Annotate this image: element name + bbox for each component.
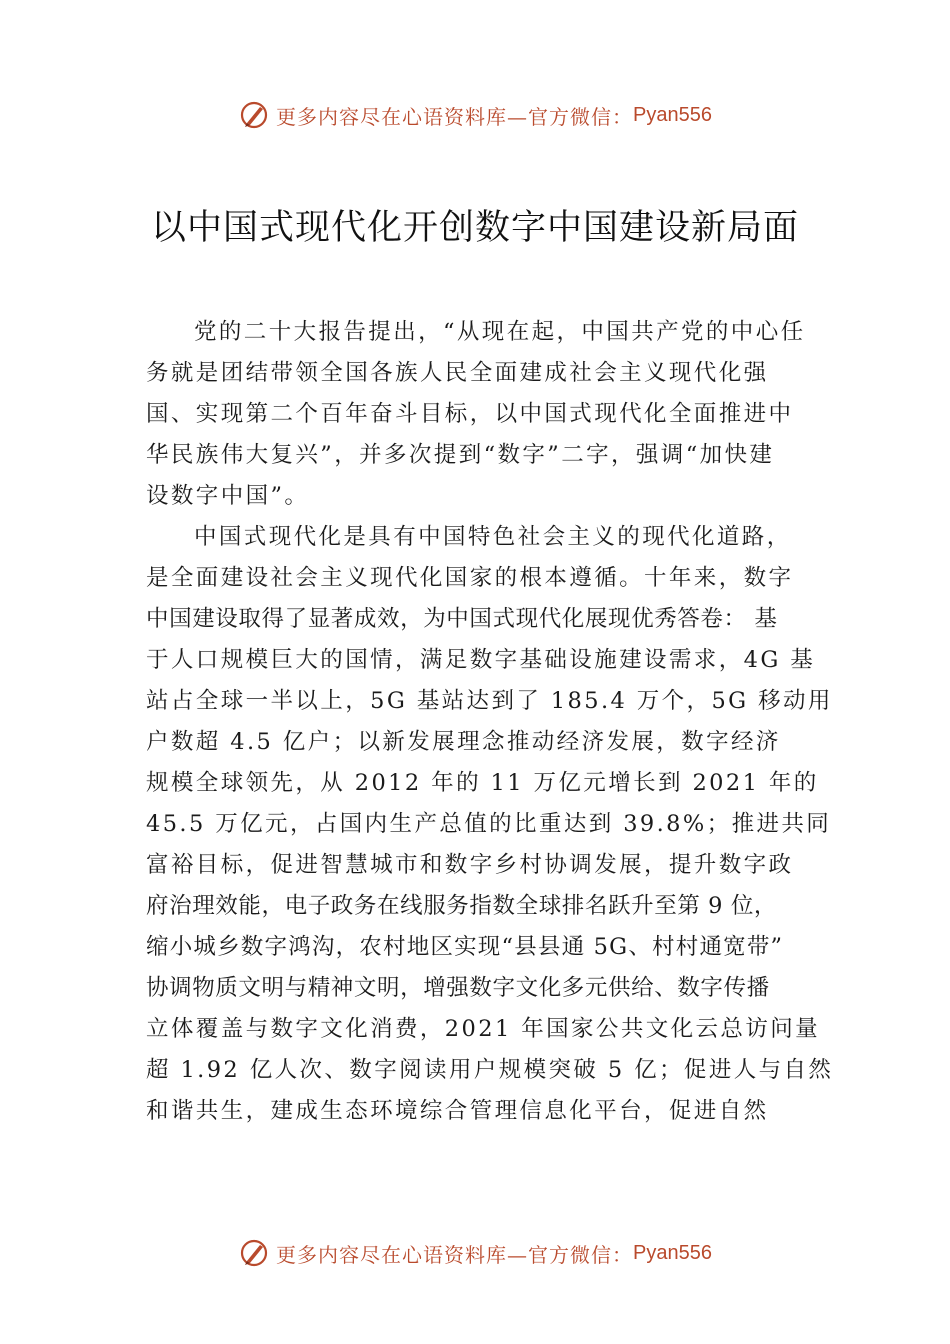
text-line: 超 1.92 亿人次、数字阅读用户规模突破 5 亿；促进人与自然: [146, 1057, 834, 1083]
banner-text: 更多内容尽在心语资料库—官方微信：: [276, 1242, 634, 1267]
text-line: 党的二十大报告提出，“从现在起，中国共产党的中心任: [194, 319, 806, 345]
text-line: 富裕目标，促进智慧城市和数字乡村协调发展，提升数字政: [146, 852, 794, 878]
text-line: 45.5 万亿元，占国内生产总值的比重达到 39.8%；推进共同: [146, 811, 832, 837]
pen-logo-icon: [238, 99, 270, 131]
banner-text: 更多内容尽在心语资料库—官方微信：: [276, 104, 634, 129]
banner-wechat-id: Pyan556: [633, 1241, 712, 1264]
text-line: 府治理效能，电子政务在线服务指数全球排名跃升至第 9 位，: [146, 893, 778, 919]
text-line: 中国建设取得了显著成效，为中国式现代化展现优秀答卷： 基: [146, 606, 778, 632]
text-line: 国、实现第二个百年奋斗目标，以中国式现代化全面推进中: [146, 401, 794, 427]
document-title: 以中国式现代化开创数字中国建设新局面: [150, 208, 799, 248]
footer-banner: [0, 1233, 950, 1273]
text-line: 于人口规模巨大的国情，满足数字基础设施建设需求，4G 基: [146, 647, 816, 673]
header-banner: [0, 95, 950, 135]
text-line: 华民族伟大复兴”，并多次提到“数字”二字，强调“加快建: [146, 442, 775, 468]
banner-wechat-id: Pyan556: [633, 103, 712, 126]
text-line: 规模全球领先，从 2012 年的 11 万亿元增长到 2021 年的: [146, 770, 819, 796]
text-line: 和谐共生，建成生态环境综合管理信息化平台，促进自然: [146, 1098, 769, 1124]
text-line: 务就是团结带领全国各族人民全面建成社会主义现代化强: [146, 360, 769, 386]
text-line: 缩小城乡数字鸿沟，农村地区实现“县县通 5G、村村通宽带”: [146, 934, 784, 960]
text-line: 立体覆盖与数字文化消费，2021 年国家公共文化云总访问量: [146, 1016, 821, 1042]
text-line: 户数超 4.5 亿户；以新发展理念推动经济发展，数字经济: [146, 729, 781, 755]
text-line: 站占全球一半以上，5G 基站达到了 185.4 万个，5G 移动用: [146, 688, 833, 714]
text-line: 中国式现代化是具有中国特色社会主义的现代化道路，: [194, 524, 792, 550]
text-line: 协调物质文明与精神文明，增强数字文化多元供给、数字传播: [146, 975, 770, 1001]
pen-logo-icon: [238, 1237, 270, 1269]
text-line: 是全面建设社会主义现代化国家的根本遵循。十年来，数字: [146, 565, 794, 591]
article-body: [146, 312, 834, 1132]
text-line: 设数字中国”。: [146, 483, 310, 509]
